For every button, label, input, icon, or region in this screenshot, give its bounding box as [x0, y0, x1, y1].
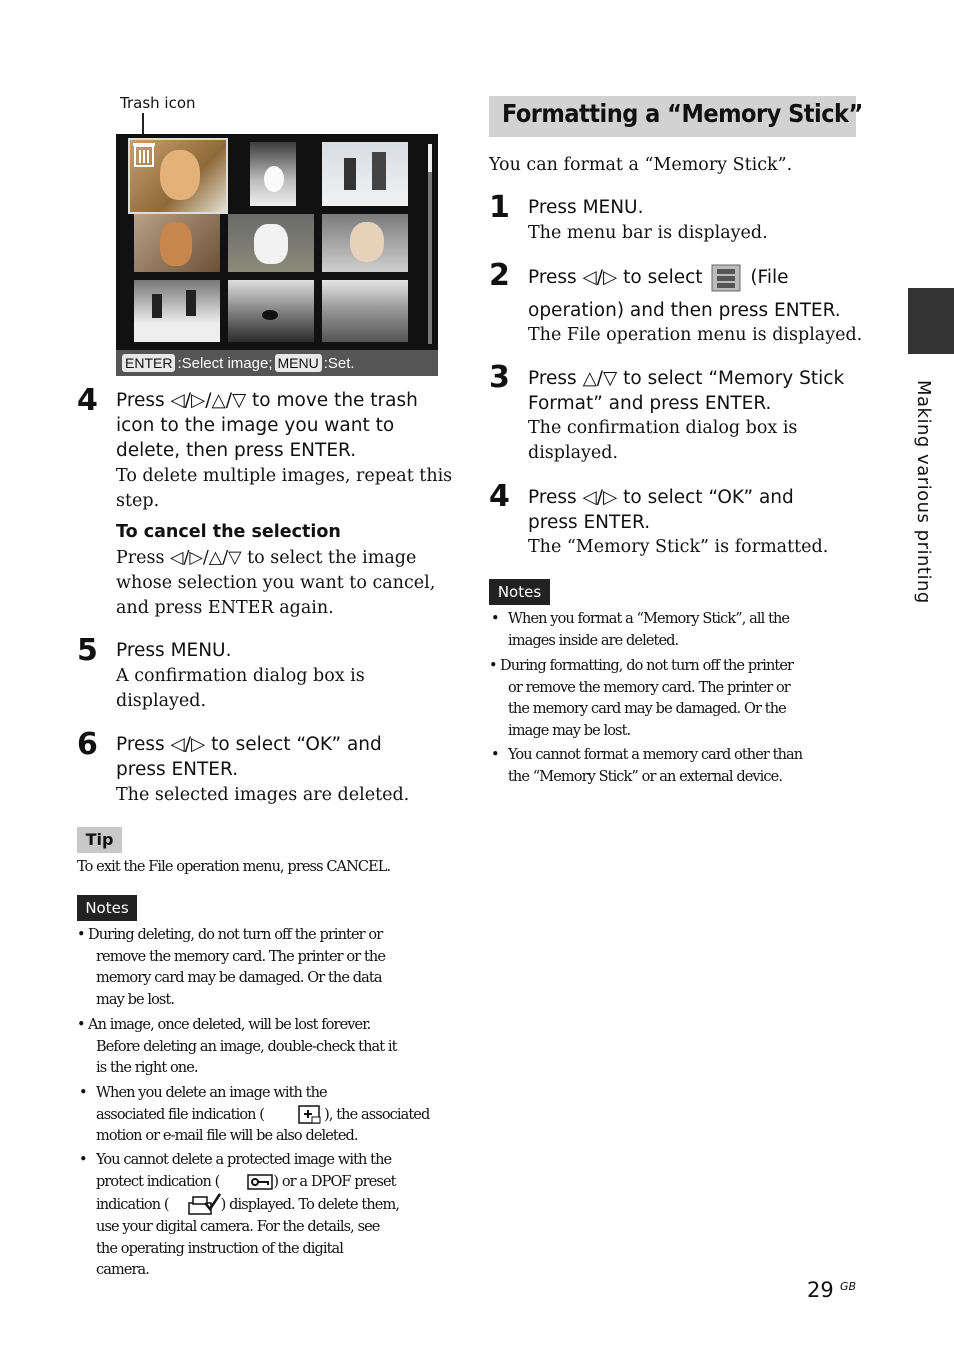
step-result: The selected images are deleted.	[116, 785, 410, 805]
section-heading: Formatting a “Memory Stick”	[502, 99, 863, 128]
note-line: memory card may be damaged. Or the data	[96, 970, 382, 986]
side-tab-text: Making various printing	[913, 380, 934, 604]
side-tab-label	[908, 380, 934, 620]
instruction-text: (File	[750, 267, 789, 288]
step-result: The “Memory Stick” is formatted.	[528, 537, 829, 557]
note-line: the memory card may be damaged. Or the	[508, 701, 786, 717]
body-line: displayed.	[528, 443, 619, 463]
step-result	[116, 664, 365, 714]
step-number: 2	[489, 258, 510, 293]
thumbnail-dalmatian	[228, 214, 314, 272]
scrollbar-track	[428, 144, 432, 344]
step-instruction	[116, 388, 418, 463]
note-first-line: When you delete an image with the	[96, 1085, 327, 1101]
notes-label: Notes	[77, 895, 137, 921]
step-result: The menu bar is displayed.	[528, 223, 768, 243]
note-line: motion or e-mail file will be also deleted.	[96, 1128, 358, 1144]
intro-text: You can format a “Memory Stick”.	[489, 155, 793, 175]
note-line	[77, 1193, 399, 1217]
note-first-line: You cannot format a memory card other than	[508, 747, 803, 763]
instruction-line: press ENTER.	[116, 759, 239, 780]
note-line: use your digital camera. For the details, see	[96, 1219, 380, 1235]
note-line: the operating instruction of the digital	[96, 1240, 344, 1257]
thumbnail-snowboard	[134, 280, 220, 342]
step-instruction: operation) and then press ENTER.	[528, 300, 841, 321]
subheading-cancel: To cancel the selection	[116, 522, 341, 542]
trash-icon	[132, 140, 156, 168]
step-result	[528, 416, 797, 466]
instruction-line: Format” and press ENTER.	[528, 393, 772, 414]
note-first-line: During deleting, do not turn off the printer or	[88, 927, 383, 943]
dpof-print-icon	[187, 1193, 221, 1217]
step-number: 5	[77, 633, 98, 668]
note-first-line: An image, once deleted, will be lost forever.	[88, 1017, 371, 1033]
note-text: indication (	[96, 1197, 169, 1213]
note-line: image may be lost.	[508, 722, 631, 739]
lcd-screen-figure	[116, 134, 438, 376]
page-number: 29	[807, 1278, 834, 1302]
note-line: the “Memory Stick” or an external device.	[508, 768, 783, 785]
note-line: images inside are deleted.	[508, 632, 679, 649]
figure-caption: Trash icon	[120, 94, 196, 112]
thumbnail-kitten	[322, 214, 408, 272]
enter-key-label: ENTER	[122, 354, 175, 372]
step-number: 4	[489, 479, 510, 514]
instruction-line: icon to the image you want to	[116, 415, 395, 436]
note-text: ) or a DPOF preset	[273, 1173, 396, 1190]
instruction-line: Press △/▽ to select “Memory Stick	[528, 368, 845, 389]
page-locale-suffix: GB	[840, 1280, 857, 1293]
cancel-body	[116, 546, 435, 621]
note-item: • You cannot format a memory card other than the “Memory Stick” or an external device.	[489, 745, 802, 788]
body-line: and press ENTER again.	[116, 598, 334, 618]
body-line: A confirmation dialog box is	[116, 666, 365, 686]
step-result	[116, 464, 452, 514]
note-line: or remove the memory card. The printer or	[508, 679, 790, 696]
note-first-line: When you format a “Memory Stick”, all the	[508, 611, 790, 627]
section-side-tab	[908, 288, 954, 354]
note-line: may be lost.	[96, 991, 175, 1008]
step-number: 6	[77, 727, 98, 762]
note-text: ) displayed. To delete them,	[220, 1197, 400, 1213]
note-item: • You cannot delete a protected image with the protect indication ( ) or a DPOF preset indication ( ) displayed. To delete them, use your digital camera. For the details, see the operating instruction of the digital camera.	[77, 1150, 399, 1282]
step-number: 3	[489, 360, 510, 395]
thumbnail-sunset	[228, 280, 314, 342]
step-result: The File operation menu is displayed.	[528, 325, 863, 345]
note-line	[77, 1105, 429, 1127]
note-line: camera.	[96, 1262, 149, 1278]
instruction-line: Press ◁/▷ to select “OK” and	[116, 734, 382, 755]
thumbnail-kids-snow	[322, 142, 408, 206]
instruction-line: Press ◁/▷ to select “OK” and	[528, 487, 794, 508]
thumbnail-dog-2	[134, 214, 220, 272]
note-item: • During deleting, do not turn off the printer or remove the memory card. The printer or the memory card may be damaged. Or the data may be lost.	[77, 925, 385, 1011]
screen-status-bar	[116, 350, 438, 376]
instruction-text: Press ◁/▷ to select	[528, 267, 703, 288]
instruction-line: press ENTER.	[528, 512, 651, 533]
protect-key-icon	[247, 1174, 273, 1190]
body-line: whose selection you want to cancel,	[116, 573, 436, 593]
step-instruction: Press MENU.	[528, 197, 644, 218]
body-line: Press ◁/▷/△/▽ to select the image	[116, 548, 417, 568]
note-item: • When you format a “Memory Stick”, all the images inside are deleted.	[489, 609, 789, 652]
note-item: • An image, once deleted, will be lost forever. Before deleting an image, double-check that it is the right one.	[77, 1015, 397, 1080]
note-line: Before deleting an image, double-check that it	[96, 1038, 397, 1055]
note-text: protect indication (	[96, 1173, 220, 1190]
thumbnail-snowman	[250, 142, 296, 206]
tip-label: Tip	[77, 827, 122, 853]
note-line: remove the memory card. The printer or the	[96, 948, 386, 965]
step-instruction	[528, 485, 794, 535]
instruction-line: Press ◁/▷/△/▽ to move the trash	[116, 390, 418, 411]
thumbnail-mountains	[322, 280, 408, 342]
step-instruction	[528, 264, 789, 292]
body-line: The confirmation dialog box is	[528, 418, 798, 438]
step-instruction	[528, 366, 844, 416]
note-item: • During formatting, do not turn off the printer or remove the memory card. The printer or the memory card may be damaged. Or the image may be lost.	[489, 656, 793, 742]
body-line: step.	[116, 491, 160, 511]
note-first-line: You cannot delete a protected image with the	[96, 1152, 392, 1168]
menu-key-label: MENU	[275, 354, 322, 372]
note-text: associated file indication (	[96, 1106, 265, 1123]
note-line: is the right one.	[96, 1060, 198, 1076]
select-image-hint: :Select image;	[177, 354, 273, 372]
notes-label: Notes	[489, 579, 550, 605]
set-hint: :Set.	[323, 354, 355, 372]
step-number: 1	[489, 190, 510, 225]
note-first-line: During formatting, do not turn off the printer	[500, 658, 794, 674]
note-item: • When you delete an image with the associated file indication ( ), the associated motion or e-mail file will be also deleted.	[77, 1083, 429, 1148]
step-number: 4	[77, 383, 98, 418]
instruction-line: delete, then press ENTER.	[116, 440, 357, 461]
file-operation-icon	[711, 264, 741, 292]
note-line	[77, 1172, 399, 1194]
step-instruction	[116, 732, 382, 782]
note-text: ), the associated	[324, 1106, 430, 1123]
body-line: To delete multiple images, repeat this	[116, 466, 453, 486]
associated-file-icon	[298, 1105, 324, 1125]
tip-text: To exit the File operation menu, press CANCEL.	[77, 859, 391, 875]
step-instruction: Press MENU.	[116, 640, 232, 661]
body-line: displayed.	[116, 691, 207, 711]
scrollbar-thumb	[428, 144, 432, 172]
